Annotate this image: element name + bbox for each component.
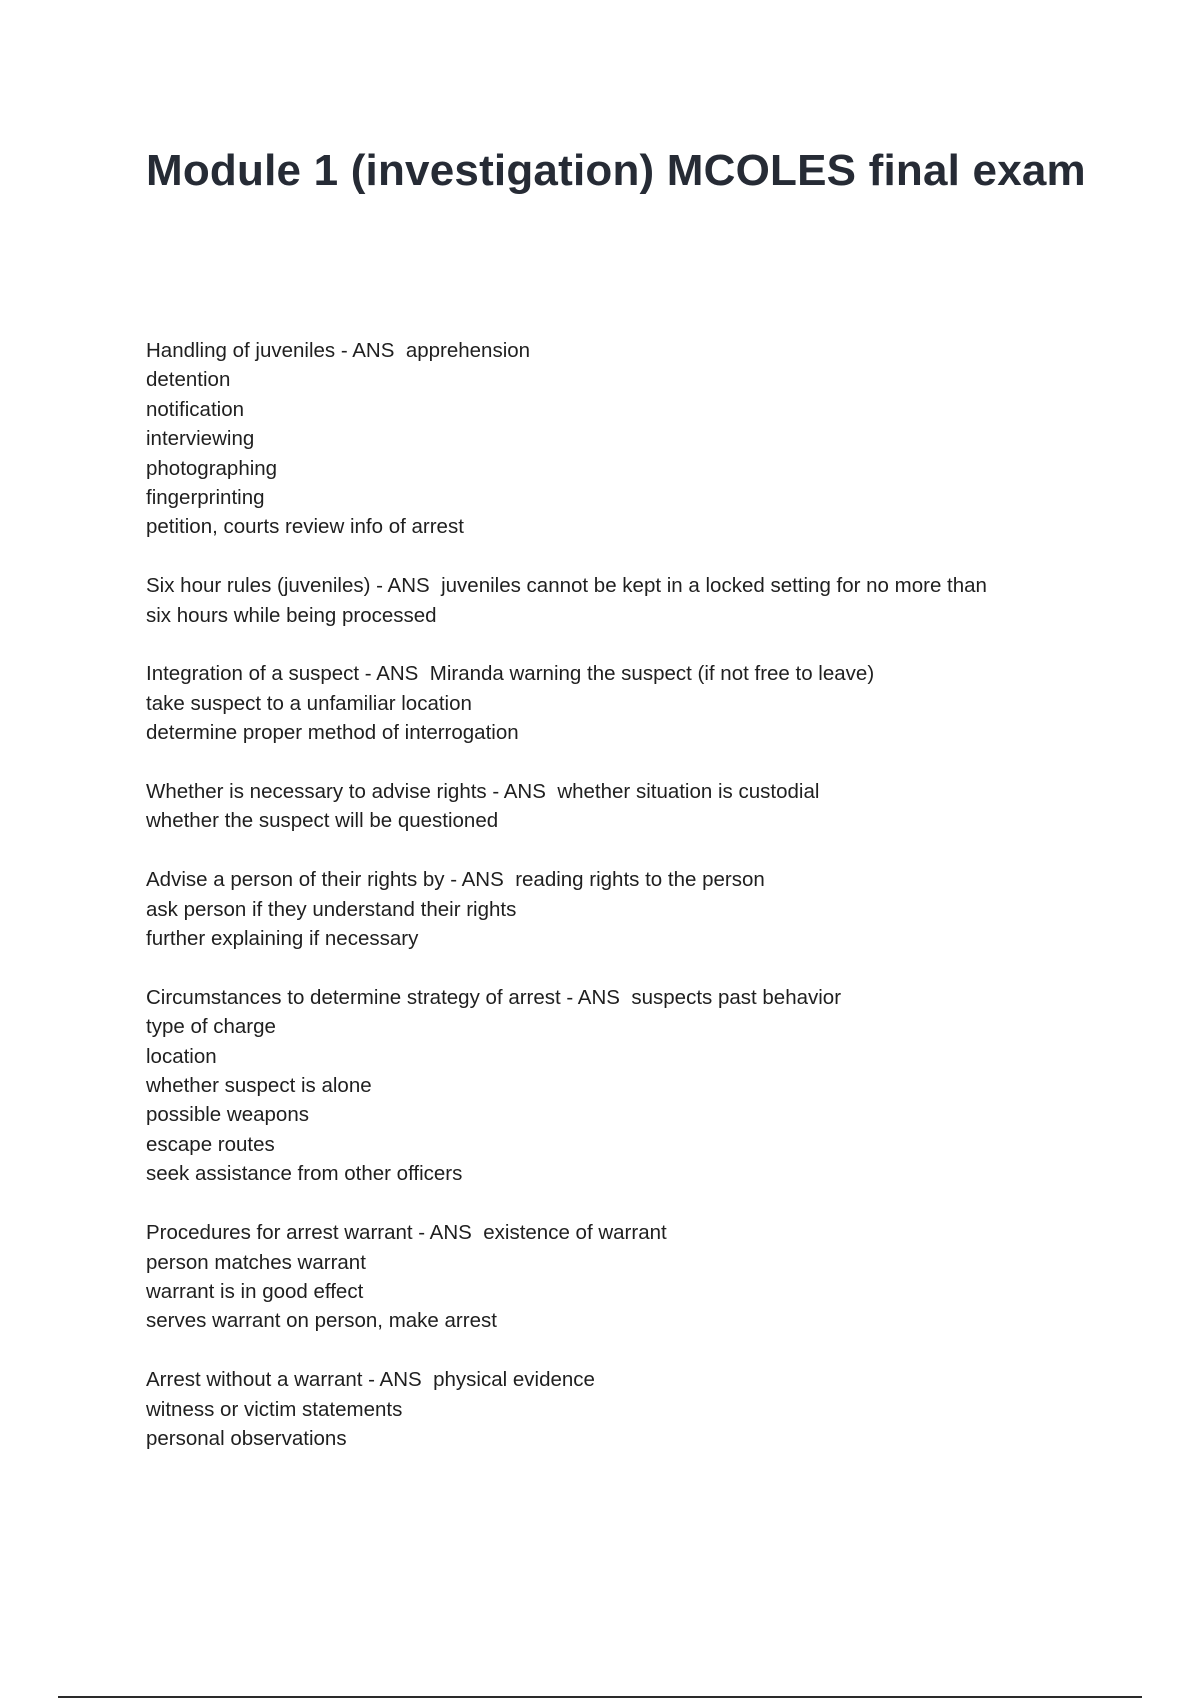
qa-answer-line: person matches warrant — [146, 1250, 366, 1274]
qa-question: Circumstances to determine strategy of arrest - ANS — [146, 985, 626, 1009]
qa-answer-line: detention — [146, 368, 231, 392]
document-title: Module 1 (investigation) MCOLES final exam — [146, 146, 1086, 195]
qa-entry-integration-of-suspect — [146, 659, 1086, 747]
qa-answer-line: type of charge — [146, 1015, 276, 1039]
qa-answer-line: suspects past behavior — [631, 985, 842, 1009]
qa-question: Handling of juveniles - ANS — [146, 339, 401, 362]
qa-entry-handling-of-juveniles — [146, 336, 1086, 542]
qa-answer-line: escape routes — [146, 1132, 275, 1156]
qa-answer-line: further explaining if necessary — [146, 927, 419, 951]
qa-entry-advise-rights-by — [146, 865, 1086, 953]
qa-question: Procedures for arrest warrant - ANS — [146, 1221, 478, 1245]
qa-answer-line: whether suspect is alone — [146, 1074, 372, 1098]
qa-answer-line: seek assistance from other officers — [146, 1162, 463, 1186]
qa-first-line — [146, 865, 1086, 894]
qa-answer-line: Miranda warning the suspect (if not free to leave) — [429, 662, 875, 686]
qa-question: Integration of a suspect - ANS — [146, 662, 425, 686]
qa-answer-line: location — [146, 1044, 217, 1068]
qa-list — [146, 336, 1086, 1483]
qa-answer-line: juveniles cannot be kept in a locked setting for no more than — [441, 574, 987, 598]
qa-entry-arrest-strategy — [146, 983, 1086, 1189]
qa-question: Arrest without a warrant - ANS — [146, 1368, 428, 1392]
qa-answer-line: photographing — [146, 456, 278, 480]
qa-answer-line: serves warrant on person, make arrest — [146, 1309, 497, 1333]
qa-answer-line: notification — [146, 397, 245, 421]
qa-answer-line: possible weapons — [146, 1103, 309, 1127]
qa-answer-line: determine proper method of interrogation — [146, 721, 519, 745]
qa-first-line — [146, 571, 1086, 600]
qa-answer-line: whether situation is custodial — [557, 780, 820, 804]
qa-answer-line: ask person if they understand their rights — [146, 897, 517, 921]
qa-first-line — [146, 1365, 1086, 1394]
qa-answer-line: apprehension — [405, 339, 531, 362]
qa-question: Six hour rules (juveniles) - ANS — [146, 574, 436, 598]
qa-first-line — [146, 777, 1086, 806]
qa-answer-line: interviewing — [146, 427, 255, 451]
qa-answer-line: six hours while being processed — [146, 603, 437, 627]
qa-question: Whether is necessary to advise rights - ANS — [146, 780, 552, 804]
qa-answer-line: personal observations — [146, 1426, 347, 1450]
qa-first-line — [146, 983, 1086, 1012]
footer-divider — [58, 1696, 1142, 1698]
qa-answer-line: existence of warrant — [483, 1221, 667, 1245]
qa-answer-line: take suspect to a unfamiliar location — [146, 691, 472, 715]
qa-answer-line: whether the suspect will be questioned — [146, 809, 499, 833]
qa-answer-line: fingerprinting — [146, 486, 265, 510]
qa-answer-line: warrant is in good effect — [146, 1279, 364, 1303]
qa-entry-arrest-warrant-procedures — [146, 1218, 1086, 1336]
qa-first-line — [146, 336, 1086, 365]
qa-answer-line: physical evidence — [433, 1368, 595, 1392]
qa-entry-six-hour-rules — [146, 571, 1086, 630]
qa-first-line — [146, 1218, 1086, 1247]
qa-entry-advise-rights-necessity — [146, 777, 1086, 836]
qa-answer-line: witness or victim statements — [146, 1397, 403, 1421]
qa-answer-line: petition, courts review info of arrest — [146, 515, 464, 539]
qa-entry-arrest-without-warrant — [146, 1365, 1086, 1453]
qa-question: Advise a person of their rights by - ANS — [146, 868, 510, 892]
qa-answer-line: reading rights to the person — [515, 868, 765, 892]
qa-first-line — [146, 659, 1086, 688]
